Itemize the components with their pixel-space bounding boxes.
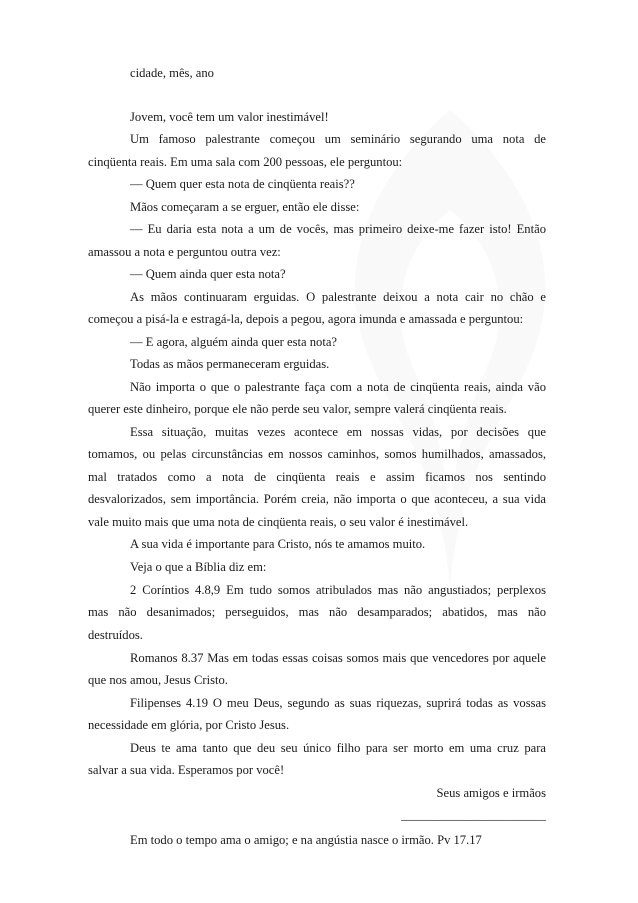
signature-line: _______________________ [401, 808, 546, 822]
paragraph-line: desvalorizados, sem importância. Porém creia, não importa o que aconteceu, a sua vida [88, 492, 546, 506]
place-date: cidade, mês, ano [130, 66, 214, 80]
paragraph-line: tomamos, ou pelas circunstâncias em nossos caminhos, somos humilhados, amassados, [88, 447, 546, 461]
paragraph-line: cinqüenta reais. Em uma sala com 200 pessoas, ele perguntou: [88, 155, 403, 169]
paragraph-line: — Quem ainda quer esta nota? [130, 267, 286, 281]
paragraph-line: As mãos continuaram erguidas. O palestrante deixou a nota cair no chão e [130, 290, 546, 304]
paragraph-line: — E agora, alguém ainda quer esta nota? [130, 335, 338, 349]
paragraph-line: Mãos começaram a se erguer, então ele disse: [130, 200, 360, 214]
letter-title: Jovem, você tem um valor inestimável! [130, 110, 329, 124]
paragraph-line: salvar a sua vida. Esperamos por você! [88, 763, 285, 777]
paragraph-line: que nos amou, Jesus Cristo. [88, 673, 228, 687]
signature-label: Seus amigos e irmãos [436, 786, 546, 800]
paragraph-line: — Eu daria esta nota a um de vocês, mas primeiro deixe-me fazer isto! Então [130, 222, 546, 236]
paragraph-line: — Quem quer esta nota de cinqüenta reais?? [130, 177, 355, 191]
paragraph-line: mal tratados como a nota de cinqüenta reais e assim ficamos nos sentindo [88, 470, 546, 484]
paragraph-line: A sua vida é importante para Cristo, nós te amamos muito. [130, 537, 426, 551]
paragraph-line: vale muito mais que uma nota de cinqüenta reais, o seu valor é inestimável. [88, 515, 469, 529]
paragraph-line: necessidade em glória, por Cristo Jesus. [88, 718, 290, 732]
paragraph-line: Romanos 8.37 Mas em todas essas coisas somos mais que vencedores por aquele [130, 651, 546, 665]
paragraph-line: começou a pisá-la e estragá-la, depois a pegou, agora imunda e amassada e perguntou: [88, 312, 524, 326]
paragraph-line: querer este dinheiro, porque ele não perde seu valor, sempre valerá cinqüenta reais. [88, 402, 507, 416]
paragraph-line: mas não desanimados; perseguidos, mas não desamparados; abatidos, mas não [88, 605, 546, 619]
paragraph-line: Não importa o que o palestrante faça com a nota de cinqüenta reais, ainda vão [130, 380, 546, 394]
paragraph-line: destruídos. [88, 628, 143, 642]
paragraph-line: Filipenses 4.19 O meu Deus, segundo as suas riquezas, suprirá todas as vossas [130, 696, 546, 710]
paragraph-line: Deus te ama tanto que deu seu único filho para ser morto em uma cruz para [130, 741, 546, 755]
paragraph-line: Todas as mãos permaneceram erguidas. [130, 357, 330, 371]
paragraph-line: amassou a nota e perguntou outra vez: [88, 245, 281, 259]
paragraph-line: Essa situação, muitas vezes acontece em nossas vidas, por decisões que [130, 425, 546, 439]
footer-verse: Em todo o tempo ama o amigo; e na angústia nasce o irmão. Pv 17.17 [130, 833, 482, 847]
paragraph-line: Veja o que a Bíblia diz em: [130, 560, 267, 574]
paragraph-line: Um famoso palestrante começou um seminário segurando uma nota de [130, 132, 546, 146]
paragraph-line: 2 Coríntios 4.8,9 Em tudo somos atribulados mas não angustiados; perplexos [130, 583, 546, 597]
